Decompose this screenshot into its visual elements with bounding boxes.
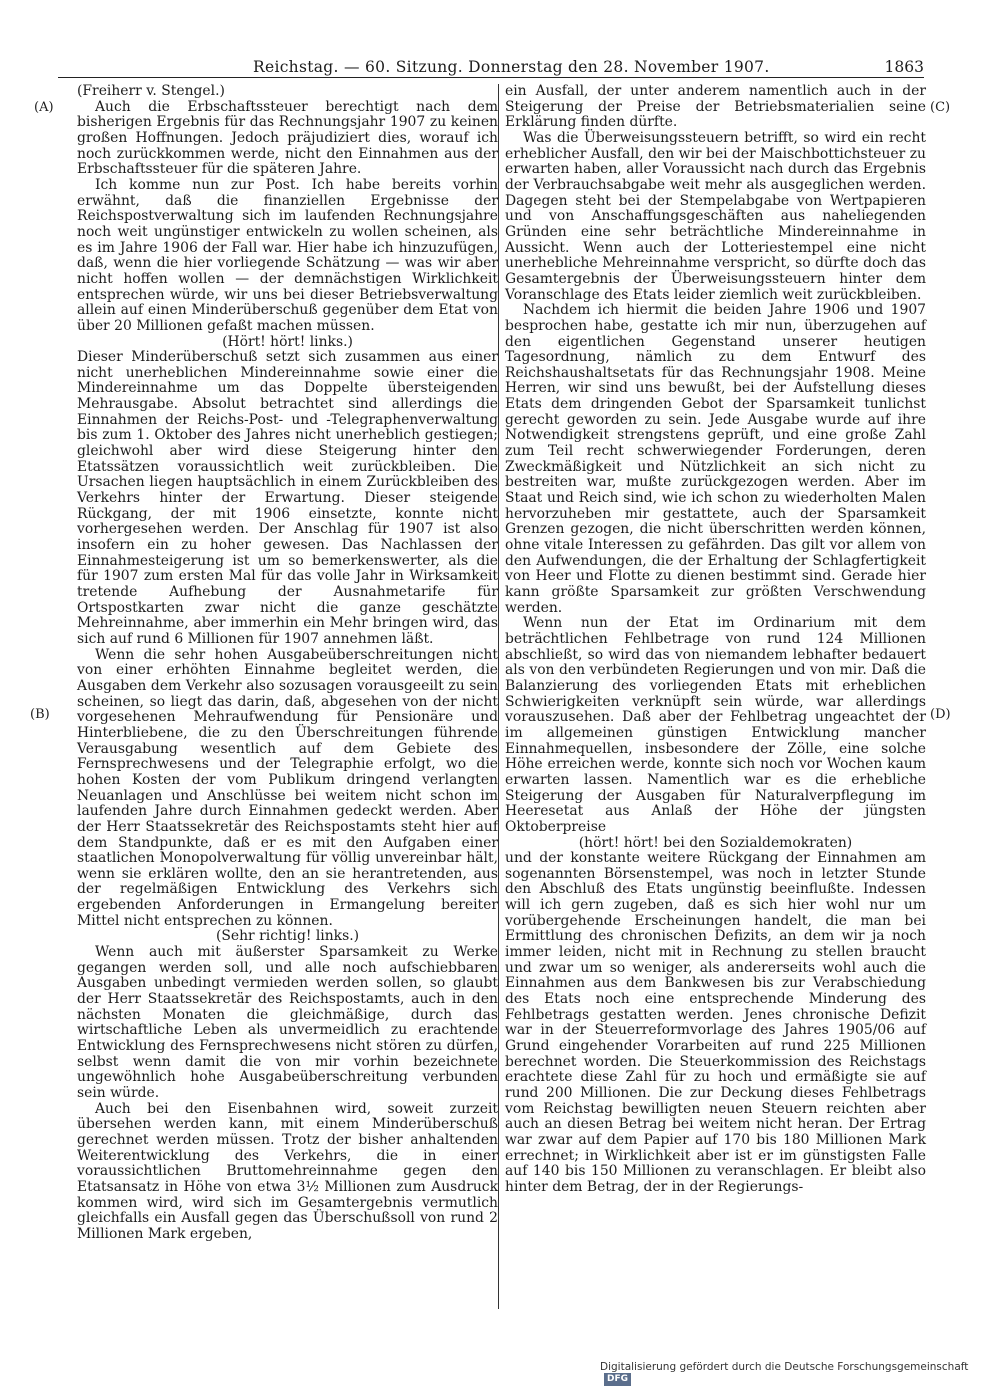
header-rule bbox=[58, 77, 924, 78]
paragraph: ein Ausfall, der unter anderem namentlich auch in der Steigerung der Preise der Betriebsmaterialien seine Erklärung finden dürfte. bbox=[505, 83, 926, 131]
left-column bbox=[77, 84, 498, 1243]
margin-marker-c: (C) bbox=[930, 100, 951, 115]
paragraph: Wenn die sehr hohen Ausgabeüberschreitungen nicht von einer erhöhten Einnahme begleitet werden, die Ausgaben dem Verkehr also sozusagen vorausgeeilt zu sein scheinen, so liegt das darin, daß, abgesehen von der nicht vorgesehenen Mehraufwendung für Pensionäre und Hinterbliebene, die zu den Überschreitungen führende Verausgabung wesentlich auf dem Gebiete des Fernsprechwesens und der Telegraphie erfolgt, wo die hohen Kosten der vom Publikum dringend verlangten Neuanlagen und Anschlüsse bei weitem nicht schon im laufenden Jahre durch Einnahmen gedeckt werden. Aber der Herr Staatssekretär des Reichspostamts steht hier auf dem Standpunkte, daß er es mit den Aufgaben einer staatlichen Monopolverwaltung für völlig unvereinbar hält, wenn sie erklären wollte, den an sie herantretenden, aus der regelmäßigen Entwicklung des Verkehrs sich ergebenden Anforderungen in Ermangelung bereiter Mittel nicht entsprechen zu können. bbox=[77, 646, 498, 929]
speaker-label: (Freiherr v. Stengel.) bbox=[77, 83, 225, 99]
margin-marker-b: (B) bbox=[30, 707, 50, 722]
paragraph: Ich komme nun zur Post. Ich habe bereits vorhin erwähnt, daß die finanziellen Ergebnisse der Reichspostverwaltung sich im laufenden Rechnungsjahre noch weit ungünstiger entwickeln zu wollen scheinen, als es im Jahre 1906 der Fall war. Hier habe ich hinzuzufügen, daß, wenn die hier vorliegende Schätzung — was wir aber nicht hoffen wollen — der demnächstigen Wirklichkeit entsprechen würde, wir uns bei dieser Betriebsverwaltung allein auf einen Minderüberschuß gegenüber dem Etat von über 20 Millionen gefaßt machen müssen. bbox=[77, 176, 498, 334]
paragraph: Was die Überweisungssteuern betrifft, so wird ein recht erheblicher Ausfall, den wir bei der Maischbottichsteuer zu erwarten haben, aller Voraussicht nach durch das Ergebnis der Verbrauchsabgabe weit mehr als ausgeglichen werden. Dagegen steht bei der Stempelabgabe von Wertpapieren und von Anschaffungsgeschäften aus naheliegenden Gründen eine sehr beträchtliche Mindereinnahme in Aussicht. Wenn auch der Lotteriestempel eine nicht unerhebliche Mehreinnahme verspricht, so dürfte doch das Gesamtergebnis der Überweisungssteuern hinter dem Voranschlage des Etats leider ziemlich weit zurückbleiben. bbox=[505, 129, 926, 303]
paragraph: Auch die Erbschaftssteuer berechtigt nach dem bisherigen Ergebnis für das Rechnungsjahr 1907 zu keinen großen Hoffnungen. Jedoch präjudiziert dies, worauf ich noch zurückkommen werde, nicht den Einnahmen aus der Erbschaftssteuer für die späteren Jahre. bbox=[77, 98, 498, 178]
paragraph: Dieser Minderüberschuß setzt sich zusammen aus einer nicht unerheblichen Mindereinnahme sowie einer die Mindereinnahme um das Doppelte übersteigenden Mehrausgabe. Absolut betrachtet sind allerdings die Einnahmen der Reichs-Post- und -Telegraphenverwaltung bis zum 1. Oktober des Jahres nicht unerheblich gestiegen; gleichwohl aber wird diese Steigerung hinter den Etatssätzen voraussichtlich weit zurückbleiben. Die Ursachen liegen hauptsächlich in einem Zurückbleiben des Verkehrs hinter der Erwartung. Dieser steigende Rückgang, der mit 1906 einsetzte, konnte nicht vorhergesehen werden. Der Anschlag für 1907 ist also insofern ein zu hoher gewesen. Das Nachlassen der Einnahmesteigerung ist um so bemerkenswerter, als die für 1907 zum ersten Mal für das volle Jahr in Wirksamkeit tretende Aufhebung der Ausnahmetarife für Ortspostkarten zwar nicht die ganze geschätzte Mehreinnahme, aber immerhin ein Mehr bringen wird, das sich auf rund 6 Millionen für 1907 annehmen läßt. bbox=[77, 349, 498, 647]
running-title: Reichstag. — 60. Sitzung. Donnerstag den 28. November 1907. bbox=[253, 58, 770, 76]
paragraph: Wenn auch mit äußerster Sparsamkeit zu Werke gegangen werden soll, und alle noch aufschiebbaren Ausgaben unbedingt vermieden werden sollen, so glaubt der Herr Staatssekretär des Reichspostamts, auch in den nächsten Monaten die gleichmäßige, durch das wirtschaftliche Leben als unvermeidlich zu erachtende Entwicklung des Fernsprechwesens nicht stören zu dürfen, selbst wenn damit die von mir vorhin bezeichnete ungewöhnlich hohe Ausgabeüberschreitung verbunden sein würde. bbox=[77, 944, 498, 1101]
column-divider bbox=[498, 84, 499, 1309]
dfg-logo-icon: DFG bbox=[604, 1373, 631, 1386]
paragraph: Auch bei den Eisenbahnen wird, soweit zurzeit übersehen werden kann, mit einem Minderüberschuß gerechnet werden müssen. Trotz der bisher anhaltenden Weiterentwicklung des Verkehrs, die in einer voraussichtlichen Bruttomehreinnahme gegen den Etatsansatz in Höhe von etwa 3½ Millionen zum Ausdruck kommen wird, wird sich im Gesamtergebnis vermutlich gleichfalls ein Ausfall gegen das Überschußsoll von rund 2 Millionen Mark ergeben, bbox=[77, 1100, 498, 1242]
interjection: (hört! hört! bei den Sozialdemokraten) bbox=[578, 834, 853, 851]
page-number: 1863 bbox=[884, 58, 924, 76]
margin-marker-a: (A) bbox=[34, 100, 54, 115]
paragraph: Wenn nun der Etat im Ordinarium mit dem beträchtlichen Fehlbetrage von rund 124 Millionen abschließt, so wird das von niemandem lebhafter bedauert als von den verbündeten Regierungen und von mir. Daß die Balanzierung des vorliegenden Etats mit erheblichen Schwierigkeiten verknüpft sein würde, war allerdings vorauszusehen. Daß aber der Fehlbetrag ungeachtet der im allgemeinen günstigen Entwicklung mancher Einnahmequellen, insbesondere der Zölle, eine solche Höhe erreichen werde, konnte sich noch vor Wochen kaum erwarten lassen. Namentlich war es die erhebliche Steigerung der Ausgaben für Naturalverpflegung im Heeresetat aus Anlaß der Höhe der jüngsten Oktoberpreise bbox=[505, 615, 926, 835]
interjection: (Hört! hört! links.) bbox=[222, 333, 353, 350]
footer bbox=[600, 1361, 990, 1384]
right-column bbox=[505, 84, 926, 1196]
paragraph: Nachdem ich hiermit die beiden Jahre 1906 und 1907 besprochen habe, gestatte ich mir nun, überzugehen auf den eigentlichen Gegenstand unserer heutigen Tagesordnung, nämlich zu dem Entwurf des Reichshaushaltsetats für das Rechnungsjahr 1908. Meine Herren, wir sind uns bewußt, bei der Aufstellung dieses Etats dem dringenden Gebot der Sparsamkeit tunlichst gerecht geworden zu sein. Jede Ausgabe wurde auf ihre Notwendigkeit strengstens geprüft, und eine große Zahl zum Teil recht schwerwiegender Forderungen, deren Zweckmäßigkeit und Nützlichkeit an sich nicht zu bestreiten war, mußte zurückgezogen werden. Aber im Staat und Reich sind, wie ich schon zu wiederholten Malen hervorzuheben mir gestattete, auch der Sparsamkeit Grenzen gezogen, die nicht überschritten werden können, ohne vitale Interessen zu gefährden. Das gilt vor allem von den Aufwendungen, die der Erhaltung der Schlagfertigkeit von Heer und Flotte zu dienen bestimmt sind. Gerade hier kann größte Sparsamkeit zur größten Verschwendung werden. bbox=[505, 302, 926, 616]
interjection: (Sehr richtig! links.) bbox=[215, 928, 360, 945]
margin-marker-d: (D) bbox=[930, 707, 951, 722]
footer-text: Digitalisierung gefördert durch die Deutsche Forschungsgemeinschaft bbox=[600, 1361, 969, 1373]
paragraph: und der konstante weitere Rückgang der Einnahmen am sogenannten Börsenstempel, was noch in letzter Stunde den Abschluß des Etats ungünstig beeinflußte. Indessen will ich gern zugeben, daß es sich hier wohl nur um vorübergehende Erscheinungen handelt, die man bei Ermittlung des chronischen Defizits, an dem wir ja noch immer leiden, nicht mit in Rechnung zu stellen braucht und zwar um so weniger, als andererseits wohl auch die Einnahmen aus dem Bankwesen bis zur Verabschiedung des Etats noch eine entsprechende Minderung des Fehlbetrags gestatten werden. Jenes chronische Defizit war in der Steuerreformvorlage des Jahres 1905/06 auf Grund eingehender Vorarbeiten auf rund 225 Millionen berechnet worden. Die Steuerkommission des Reichstags erachtete diese Zahl für zu hoch und ermäßigte sie auf rund 200 Millionen. Die zur Deckung dieses Fehlbetrags vom Reichstag bewilligten neuen Steuern reichten aber auch an diesen Betrag bei weitem nicht heran. Der Ertrag war zwar auf dem Papier auf 170 bis 180 Millionen Mark errechnet; in Wirklichkeit aber ist er im günstigsten Falle auf 140 bis 150 Millionen zu veranschlagen. Er bleibt also hinter dem Betrag, der in der Regierungs- bbox=[505, 850, 926, 1195]
